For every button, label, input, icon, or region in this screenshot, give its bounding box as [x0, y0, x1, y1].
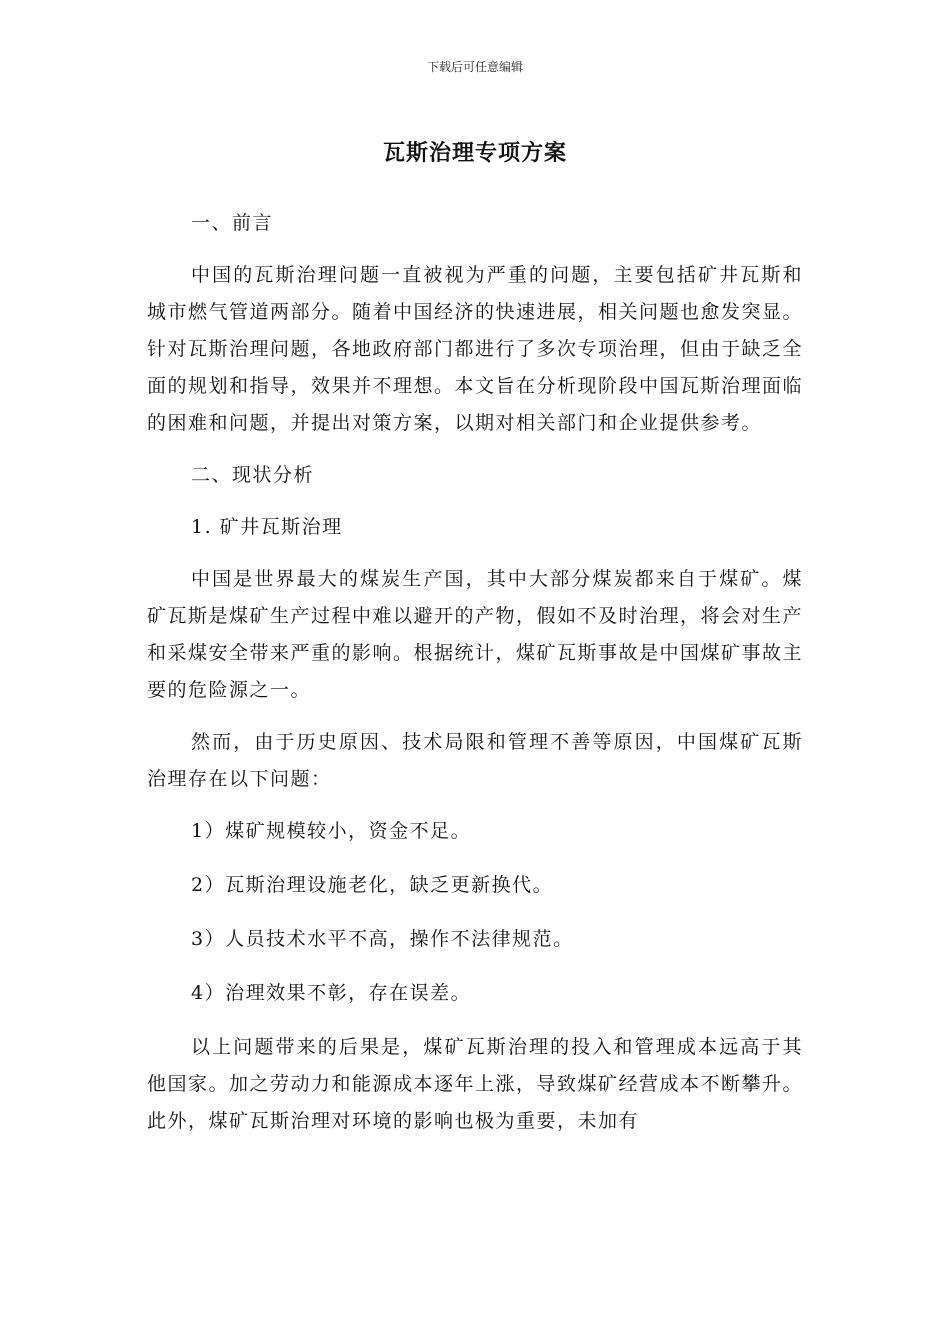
document-title: 瓦斯治理专项方案 [382, 141, 567, 166]
document-body [147, 205, 803, 1155]
preface-paragraph: 中国的瓦斯治理问题一直被视为严重的问题，主要包括矿井瓦斯和城市燃气管道两部分。随着中国经济的快速进展，相关问题也愈发突显。针对瓦斯治理问题，各地政府部门都进行了多次专项治理，但由于缺乏全面的规划和指导，效果并不理想。本文旨在分析现阶段中国瓦斯治理面临的困难和问题，并提出对策方案，以期对相关部门和企业提供参考。 [147, 264, 804, 434]
problem-item-3: 3）人员技术水平不高，操作不法律规范。 [191, 928, 574, 950]
mine-paragraph-2: 然而，由于历史原因、技术局限和管理不善等原因，中国煤矿瓦斯治理存在以下问题： [147, 731, 803, 790]
section-heading-preface: 一、前言 [191, 212, 274, 234]
header-note: 下载后可任意编辑 [426, 60, 523, 74]
mine-paragraph-1: 中国是世界最大的煤炭生产国，其中大部分煤炭都来自于煤矿。煤矿瓦斯是煤矿生产过程中难以避开的产物，假如不及时治理，将会对生产和采煤安全带来严重的影响。根据统计，煤矿瓦斯事故是中国煤矿事故主要的危险源之一。 [147, 568, 804, 701]
consequence-paragraph: 以上问题带来的后果是，煤矿瓦斯治理的投入和管理成本远高于其他国家。加之劳动力和能源成本逐年上涨，导致煤矿经营成本不断攀升。此外，煤矿瓦斯治理对环境的影响也极为重要，未加有 [147, 1036, 804, 1132]
section-heading-status: 二、现状分析 [191, 464, 315, 486]
problem-item-2: 2）瓦斯治理设施老化，缺乏更新换代。 [191, 874, 554, 896]
subsection-heading-mine: 1. 矿井瓦斯治理 [191, 516, 343, 538]
problem-item-1: 1）煤矿规模较小，资金不足。 [191, 820, 472, 842]
problem-item-4: 4）治理效果不彰，存在误差。 [191, 982, 472, 1004]
